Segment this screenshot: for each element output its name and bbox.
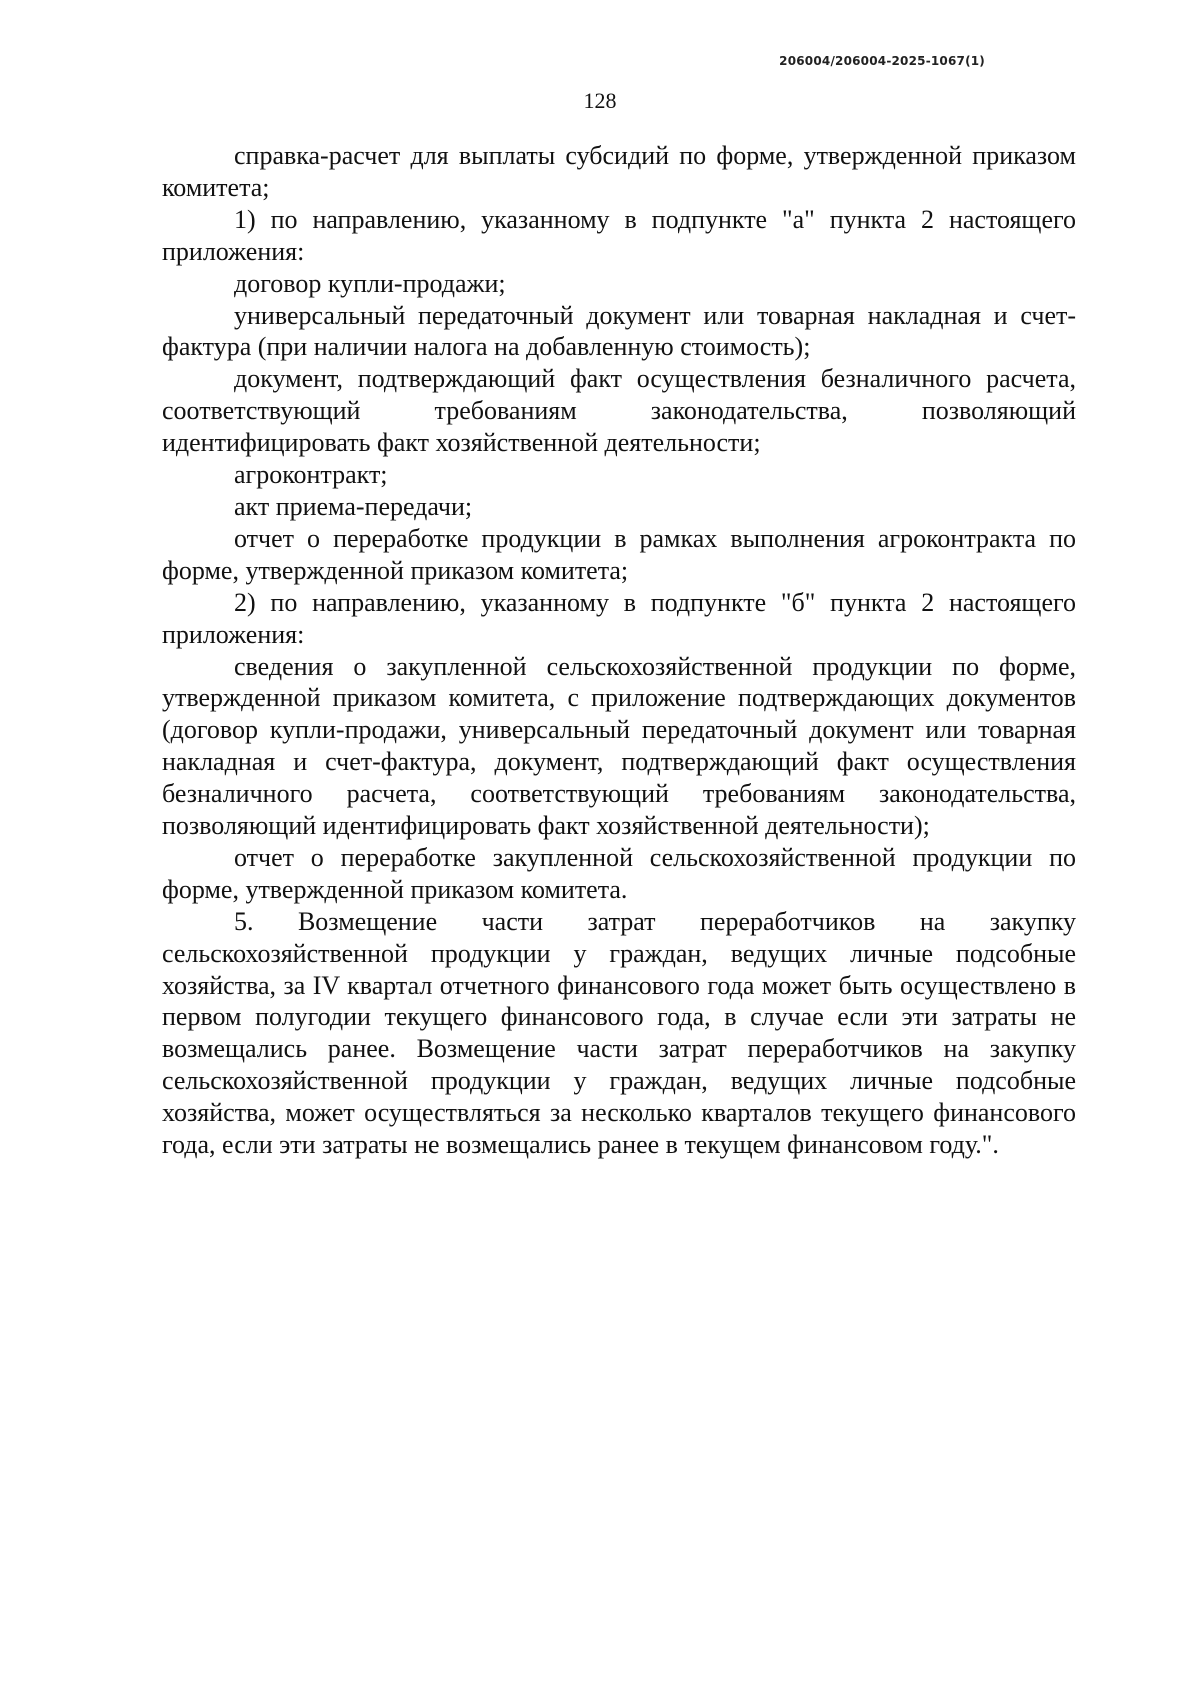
page-number: 128 bbox=[583, 88, 617, 113]
document-body bbox=[162, 140, 1076, 1161]
paragraph-agrocontract: агроконтракт; bbox=[234, 460, 388, 490]
paragraph-purchased-products-info: сведения о закупленной сельскохозяйственной продукции по форме, утвержденной приказом комитета, с приложение подтверждающих документов (договор купли-продажи, универсальный передаточный документ или товарная накладная и счет-фактура, документ, подтверждающий факт осуществления безналичного расчета, соответствующий требованиям законодательства, позволяющий идентифицировать факт хозяйственной деятельности); bbox=[162, 651, 1076, 841]
paragraph-item-5-reimbursement: 5. Возмещение части затрат переработчиков на закупку сельскохозяйственной продукции у граждан, ведущих личные подсобные хозяйства, за IV квартал отчетного финансового года может быть осуществлено в первом полугодии текущего финансового года, в случае если эти затраты не возмещались ранее. Возмещение части затрат переработчиков на закупку сельскохозяйственной продукции у граждан, ведущих личные подсобные хозяйства, может осуществляться за несколько кварталов текущего финансового года, если эти затраты не возмещались ранее в текущем финансовом году.". bbox=[162, 906, 1076, 1160]
paragraph-purchased-processing-report: отчет о переработке закупленной сельскохозяйственной продукции по форме, утвержденной приказом комитета. bbox=[162, 842, 1076, 904]
paragraph-sale-contract: договор купли-продажи; bbox=[234, 268, 506, 298]
paragraph-payment-document: документ, подтверждающий факт осуществления безналичного расчета, соответствующий требованиям законодательства, позволяющий идентифицировать факт хозяйственной деятельности; bbox=[162, 364, 1076, 458]
paragraph-processing-report: отчет о переработке продукции в рамках выполнения агроконтракта по форме, утвержденной приказом комитета; bbox=[162, 523, 1076, 585]
paragraph-acceptance-act: акт приема-передачи; bbox=[234, 491, 473, 521]
paragraph-direction-a: 1) по направлению, указанному в подпункте "а" пункта 2 настоящего приложения: bbox=[162, 204, 1076, 266]
paragraph-transfer-document: универсальный передаточный документ или товарная накладная и счет-фактура (при наличии налога на добавленную стоимость); bbox=[162, 300, 1076, 362]
document-registration-number: 206004/206004-2025-1067(1) bbox=[779, 54, 985, 68]
paragraph-reference-calculation: справка-расчет для выплаты субсидий по форме, утвержденной приказом комитета; bbox=[162, 141, 1076, 202]
paragraph-direction-b: 2) по направлению, указанному в подпункте "б" пункта 2 настоящего приложения: bbox=[162, 587, 1076, 649]
